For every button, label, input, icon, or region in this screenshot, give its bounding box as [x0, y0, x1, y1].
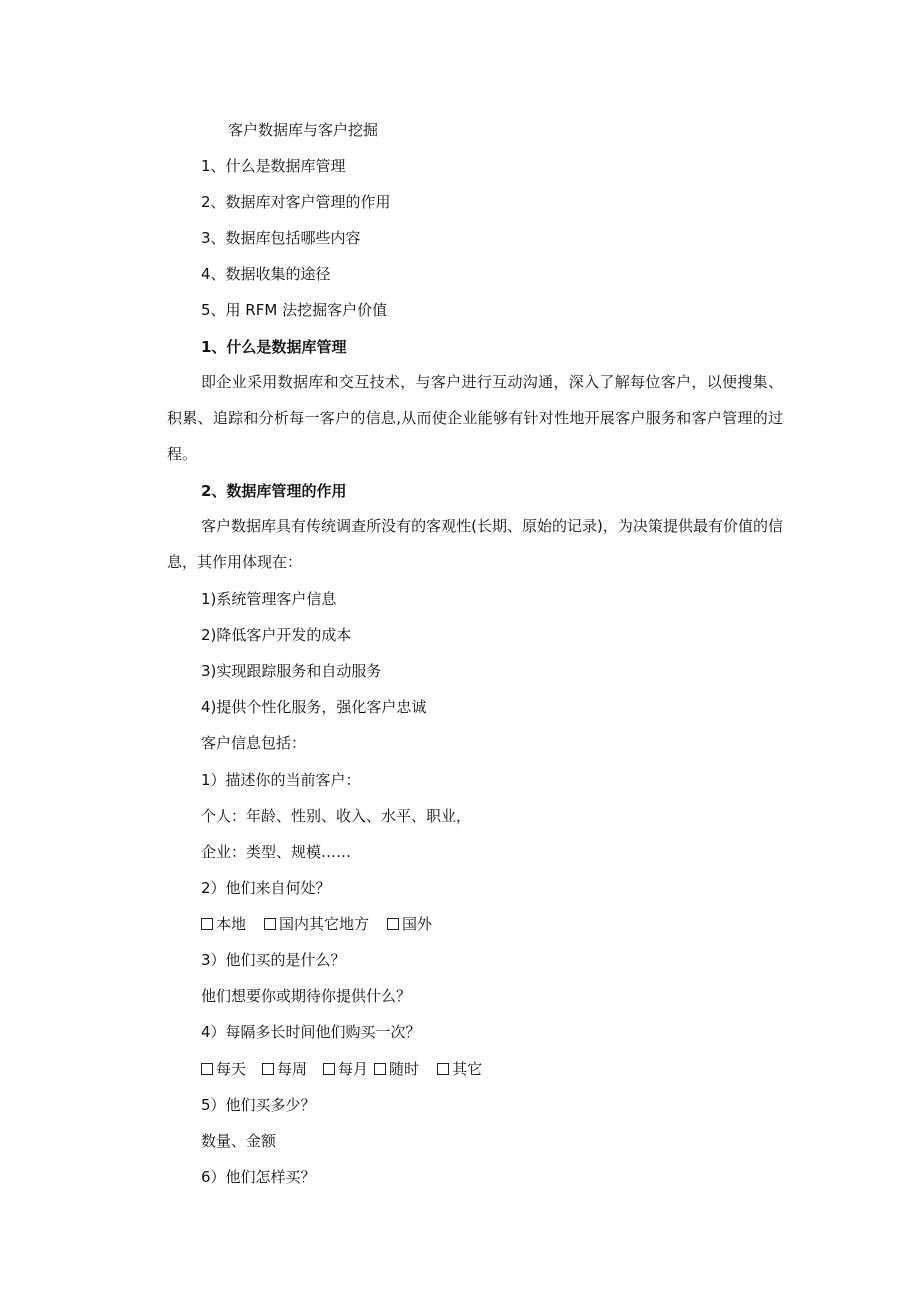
- toc-item-2: 2、数据库对客户管理的作用: [201, 193, 391, 211]
- toc-item-3: 3、数据库包括哪些内容: [201, 229, 361, 247]
- checkbox-icon: [201, 918, 213, 930]
- checkbox-icon: [374, 1063, 386, 1075]
- question-1: 1）描述你的当前客户：: [201, 771, 361, 789]
- option-other: 其它: [437, 1059, 482, 1079]
- question-2: 2）他们来自何处？: [201, 879, 331, 897]
- checkbox-icon: [262, 1063, 274, 1075]
- question-6: 6）他们怎样买？: [201, 1168, 316, 1186]
- question-1-enterprise: 企业：类型、规模……: [201, 843, 352, 861]
- checkbox-icon: [201, 1063, 213, 1075]
- toc-item-4: 4、数据收集的途径: [201, 265, 331, 283]
- question-2-options: [201, 914, 432, 934]
- toc-item-5: 5、用 RFM 法挖掘客户价值: [201, 301, 388, 319]
- option-weekly: 每周: [262, 1059, 307, 1079]
- checkbox-icon: [387, 918, 399, 930]
- section2-item-3: 3)实现跟踪服务和自动服务: [201, 662, 382, 680]
- section1-body: 即企业采用数据库和交互技术，与客户进行互动沟通，深入了解每位客户，以便搜集、积累、追踪和分析每一客户的信息,从而使企业能够有针对性地开展客户服务和客户管理的过程。: [167, 373, 783, 463]
- section2-body: 客户数据库具有传统调查所没有的客观性(长期、原始的记录)，为决策提供最有价值的信息，其作用体现在：: [167, 517, 783, 571]
- checkbox-icon: [437, 1063, 449, 1075]
- option-local: 本地: [201, 914, 246, 934]
- section1-heading: 1、什么是数据库管理: [201, 338, 347, 356]
- question-3: 3）他们买的是什么？: [201, 951, 346, 969]
- question-5-detail: 数量、金额: [201, 1132, 277, 1150]
- option-monthly: 每月: [323, 1059, 368, 1079]
- option-abroad: 国外: [387, 914, 432, 934]
- section2-item-2: 2)降低客户开发的成本: [201, 626, 352, 644]
- section2-item-4: 4)提供个性化服务，强化客户忠诚: [201, 698, 427, 716]
- checkbox-icon: [323, 1063, 335, 1075]
- checkbox-icon: [264, 918, 276, 930]
- section2-heading: 2、数据库管理的作用: [201, 482, 347, 500]
- question-4: 4）每隔多长时间他们购买一次？: [201, 1023, 421, 1041]
- section2-item-1: 1)系统管理客户信息: [201, 590, 337, 608]
- option-domestic-other: 国内其它地方: [264, 914, 369, 934]
- question-4-options: [201, 1059, 482, 1079]
- option-daily: 每天: [201, 1059, 246, 1079]
- toc-item-1: 1、什么是数据库管理: [201, 157, 346, 175]
- option-anytime: 随时: [374, 1059, 419, 1079]
- info-intro: 客户信息包括：: [201, 734, 307, 752]
- document-title: 客户数据库与客户挖掘: [228, 121, 379, 139]
- question-3-detail: 他们想要你或期待你提供什么？: [201, 987, 412, 1005]
- question-5: 5）他们买多少？: [201, 1096, 316, 1114]
- question-1-personal: 个人：年龄、性别、收入、水平、职业，: [201, 807, 472, 825]
